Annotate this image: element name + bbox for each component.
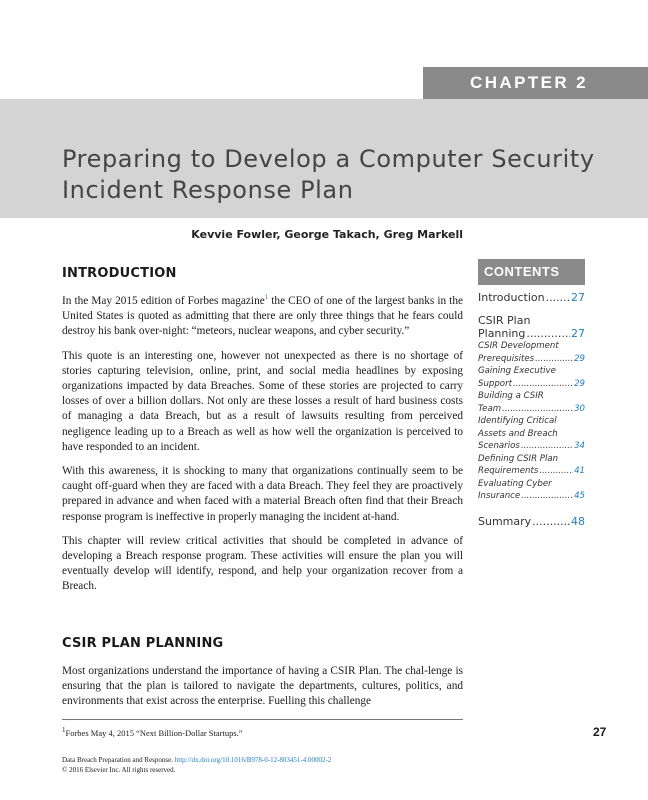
table-of-contents — [478, 291, 585, 528]
toc-identifying[interactable]: Scenarios ..... 34 — [478, 440, 585, 453]
intro-paragraph-4: This chapter will review critical activities that should be completed in advance of developing a Breach response program. These activities will ensure the plan you will eventually develop will identify, respond, and help your organization recover from a Breach. — [62, 534, 463, 593]
footnote-text: Forbes May 4, 2015 “Next Billion-Dollar Startups.” — [65, 728, 243, 738]
toc-introduction[interactable]: Introduction ..... 27 — [478, 291, 585, 304]
toc-gaining-exec-line1[interactable]: Gaining Executive — [478, 366, 556, 376]
toc-csir-plan-planning[interactable]: Planning ..... 27 — [478, 327, 585, 340]
footnote — [62, 728, 243, 739]
title-band — [0, 99, 648, 218]
toc-csir-dev-prereq-line1[interactable]: CSIR Development — [478, 341, 559, 351]
csir-paragraph-1: Most organizations understand the importance of having a CSIR Plan. The chal-lenge is ensuring that the plan is tailored to navigate the departments, cultures, politics, and environments that exist across the enterprise. Fuelling this challenge — [62, 665, 463, 708]
toc-building-team[interactable]: Team ..... 30 — [478, 403, 585, 416]
toc-defining[interactable]: Requirements ..... 41 — [478, 465, 585, 478]
chapter-title: Preparing to Develop a Computer Security Incident Response Plan — [62, 145, 595, 204]
book-title: Data Breach Preparation and Response. — [62, 756, 173, 764]
chapter-label: CHAPTER 2 — [470, 73, 588, 92]
footnote-ref[interactable]: 1 — [264, 293, 269, 302]
footnote-number: 1 — [62, 726, 66, 735]
intro-paragraph-2: This quote is an interesting one, however not unexpected as there is no shortage of stories capturing television, online, print, and social media headlines by exposing organizations impacted by data Breaches. Some of these stories are projected to carry losses of over a billion dollars. Not only are these losses a result of hard business costs of managing a data Breach, but as a result of lawsuits resulting from perceived negligence leading up to a Breach as well as how well the organization is perceived to have responded to an incident. — [62, 349, 463, 453]
toc-csir-plan-planning-line1[interactable]: CSIR Plan — [478, 314, 531, 327]
footnote-rule — [62, 719, 463, 720]
copyright — [62, 755, 331, 775]
toc-identifying-line2[interactable]: Assets and Breach — [478, 428, 558, 439]
toc-defining-line1[interactable]: Defining CSIR Plan — [478, 453, 559, 464]
doi-link[interactable]: http://dx.doi.org/10.1016/B978-0-12-803451-4.00002-2 — [174, 756, 332, 764]
csir-plan-planning-heading: CSIR PLAN PLANNING — [62, 636, 224, 651]
csir-body — [62, 664, 463, 719]
intro-paragraph-3: With this awareness, it is shocking to many that organizations continually seem to be caught off-guard when they are faced with a data Breach. They feel they are proactively prepared in advance and when faced with a material Breach often find that their Breach response program is ineffective in properly managing the incident at-hand. — [62, 465, 463, 523]
page-number: 27 — [593, 725, 607, 739]
toc-evaluating-line1[interactable]: Evaluating Cyber — [478, 478, 552, 489]
rights: © 2016 Elsevier Inc. All rights reserved. — [62, 766, 176, 774]
toc-csir-dev-prereq[interactable]: Prerequisites ..... 29 — [478, 353, 585, 366]
intro-paragraph-1: In the May 2015 edition of Forbes magazine$^1$ the CEO of one of the largest banks in the United States is quoted as admitting that there are only three things that he fears could destroy his bank over-night: “meteors, nuclear weapons, and cyber security.” — [62, 293, 463, 338]
toc-summary[interactable]: Summary ..... 48 — [478, 515, 585, 528]
toc-gaining-exec[interactable]: Support ..... 29 — [478, 378, 585, 391]
contents-header: CONTENTS — [478, 259, 585, 285]
toc-building-team-line1[interactable]: Building a CSIR — [478, 391, 544, 401]
authors: Kevvie Fowler, George Takach, Greg Markell — [191, 228, 463, 241]
chapter-tab — [423, 67, 648, 99]
toc-identifying-line1[interactable]: Identifying Critical — [478, 416, 557, 426]
introduction-heading: INTRODUCTION — [62, 266, 177, 281]
toc-evaluating[interactable]: Insurance ..... 45 — [478, 490, 585, 503]
introduction-body — [62, 294, 463, 604]
